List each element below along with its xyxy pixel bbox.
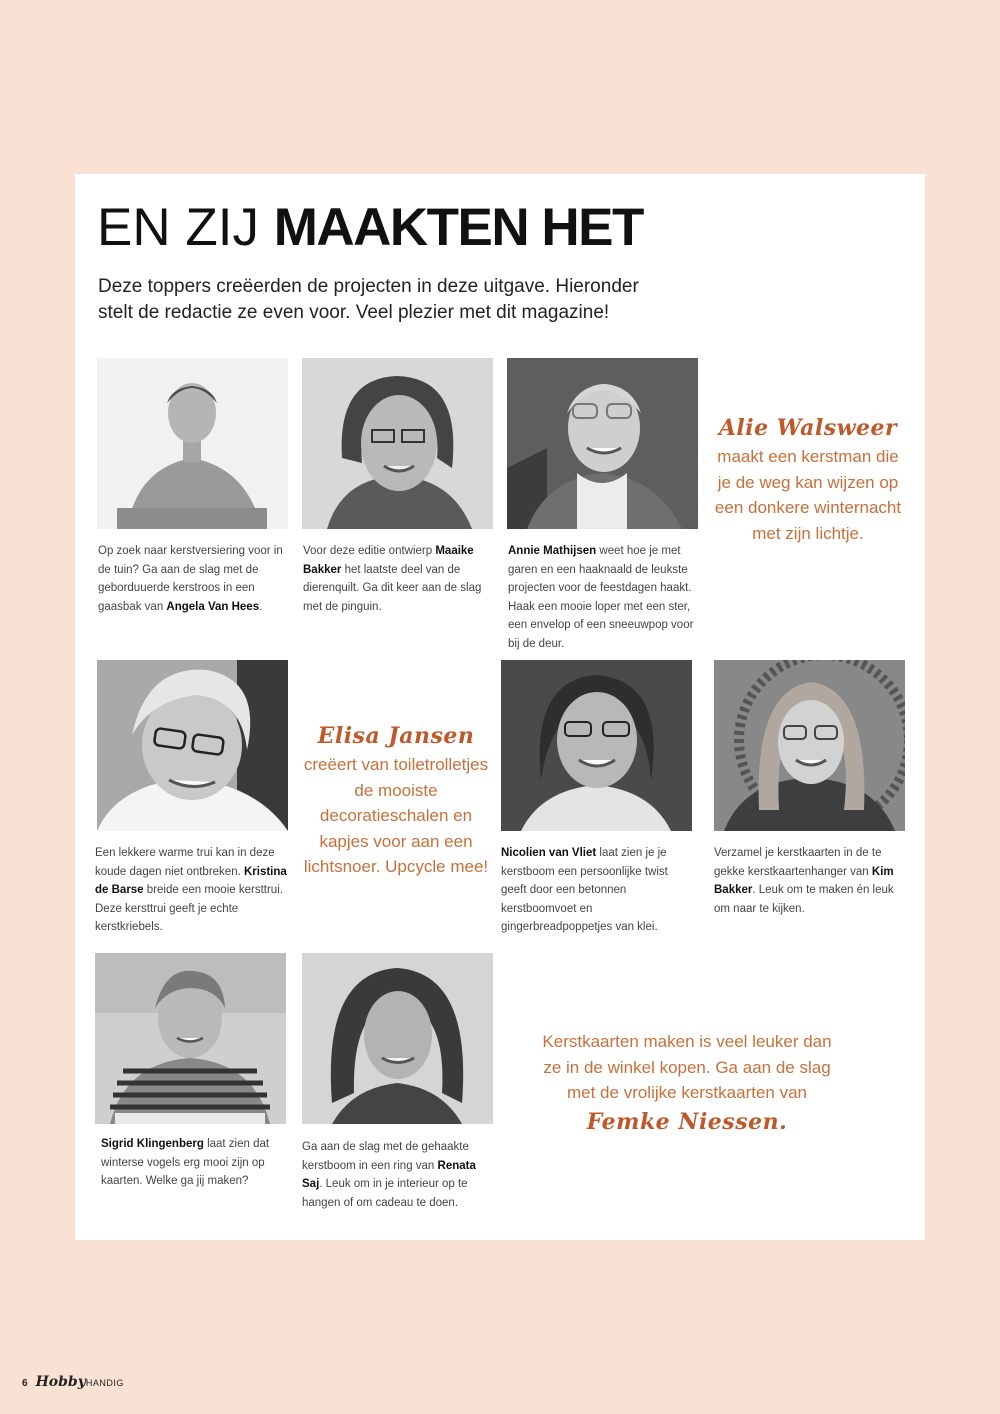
magazine-logo: Hobby bbox=[35, 1374, 86, 1390]
quote-name: Femke Niessen. bbox=[586, 1108, 788, 1135]
photo-sigrid-klingenberg bbox=[95, 953, 286, 1124]
caption-annie: Annie Mathijsen weet hoe je met garen en een haaknaald de leukste projecten voor de feestdagen haakt. Haak een mooie loper met een ster, een envelop of een sneeuwpop voor bij de deur. bbox=[508, 545, 694, 650]
page-number: 6 bbox=[22, 1378, 28, 1389]
caption-nicolien: Nicolien van Vliet laat zien je je kerstboom een persoonlijke twist geeft door een betonnen kerstboomvoet en gingerbreadpoppetjes van klei. bbox=[501, 847, 668, 934]
photo-annie-mathijsen bbox=[507, 358, 698, 529]
quote-alie-walsweer bbox=[712, 412, 904, 546]
photo-maaike-bakker bbox=[302, 358, 493, 529]
photo-renata-saj bbox=[302, 953, 493, 1124]
photo-kristina-de-barse bbox=[97, 660, 288, 831]
quote-text: creëert van toiletrolletjes de mooiste decoratieschalen en kapjes voor aan een lichtsnoer. Upcycle mee! bbox=[303, 755, 489, 876]
page-title: EN ZIJ MAAKTEN HET bbox=[97, 198, 643, 257]
quote-name: Elisa Jansen bbox=[317, 723, 475, 749]
quote-name: Alie Walsweer bbox=[718, 415, 898, 441]
caption-kim: Verzamel je kerstkaarten in de te gekke kerstkaartenhanger van Kim Bakker. Leuk om te maken én leuk om naar te kijken. bbox=[714, 847, 894, 915]
page-footer bbox=[22, 1374, 124, 1390]
caption-sigrid: Sigrid Klingenberg laat zien dat winterse vogels erg mooi zijn op kaarten. Welke ga jij maken? bbox=[101, 1138, 270, 1188]
caption-angela: Op zoek naar kerstversiering voor in de tuin? Ga aan de slag met de geborduuerde kerstroos in een gaasbak van Angela Van Hees. bbox=[98, 545, 283, 613]
photo-nicolien-van-vliet bbox=[501, 660, 692, 831]
photo-angela-van-hees bbox=[97, 358, 288, 529]
quote-femke-niessen bbox=[540, 1029, 834, 1138]
caption-kristina: Een lekkere warme trui kan in deze koude dagen niet ontbreken. Kristina de Barse breide een mooie kersttrui. Deze kersttrui geeft je echte kerstkriebels. bbox=[95, 847, 287, 934]
quote-text: maakt een kerstman die je de weg kan wijzen op een donkere winternacht met zijn lichtje. bbox=[714, 447, 902, 543]
caption-maaike: Voor deze editie ontwierp Maaike Bakker het laatste deel van de dierenquilt. Ga dit keer aan de slag met de pinguin. bbox=[303, 545, 482, 613]
intro-text: Deze toppers creëerden de projecten in deze uitgave. Hieronder stelt de redactie ze even voor. Veel plezier met dit magazine! bbox=[98, 276, 639, 323]
quote-text: Kerstkaarten maken is veel leuker dan ze in de winkel kopen. Ga aan de slag met de vrolijke kerstkaarten van bbox=[542, 1032, 832, 1102]
photo-kim-bakker bbox=[714, 660, 905, 831]
magazine-logo-suffix: HANDIG bbox=[85, 1378, 124, 1388]
quote-elisa-jansen bbox=[300, 720, 492, 880]
caption-renata: Ga aan de slag met de gehaakte kerstboom in een ring van Renata Saj. Leuk om in je interieur op te hangen of om cadeau te doen. bbox=[302, 1141, 476, 1209]
